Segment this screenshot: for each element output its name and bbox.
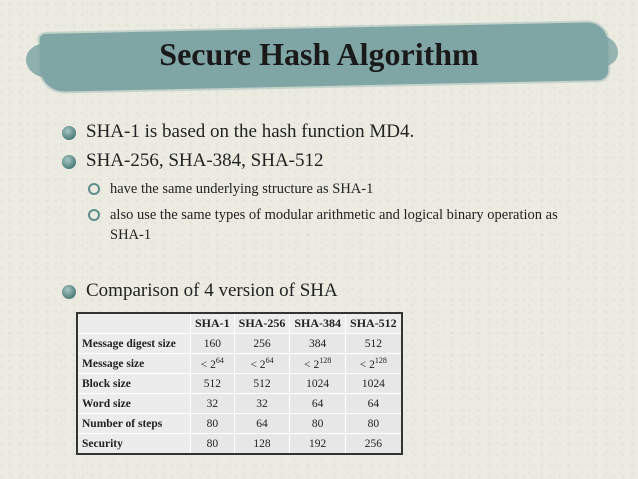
sub-bullet-text: have the same underlying structure as SHA-1 (110, 181, 374, 197)
row-label: Message digest size (78, 334, 191, 354)
bullet-text: SHA-1 is based on the hash function MD4. (86, 121, 415, 142)
row-label: Security (78, 434, 191, 454)
table-header-cell: SHA-512 (346, 314, 402, 334)
table-cell: 384 (290, 334, 346, 354)
table-cell: 64 (234, 414, 290, 434)
slide-title: Secure Hash Algorithm (159, 36, 479, 72)
bullet-item (86, 150, 324, 172)
bullet-item (86, 121, 414, 143)
table-cell: 192 (290, 434, 346, 454)
table-cell: < $2^{64}$ (191, 354, 235, 374)
table-cell: 160 (191, 334, 235, 354)
sub-bullet-item (110, 205, 580, 245)
row-label: Message size (78, 354, 191, 374)
table-row (78, 394, 402, 414)
sub-bullet-item (110, 179, 580, 199)
table-cell: 256 (234, 334, 290, 354)
bullet-item (86, 280, 338, 302)
row-label: Block size (78, 374, 191, 394)
table-cell: 512 (234, 374, 290, 394)
table-row (78, 374, 402, 394)
table-cell: 80 (346, 414, 402, 434)
bullet-dot-icon (62, 126, 76, 140)
table-cell: 80 (191, 434, 235, 454)
table-row (78, 354, 402, 374)
ring-bullet-icon (88, 183, 100, 195)
table-cell: 32 (191, 394, 235, 414)
bullet-text: Comparison of 4 version of SHA (86, 280, 338, 301)
table-header-cell: SHA-256 (234, 314, 290, 334)
sha-comparison-table (77, 313, 402, 454)
table-row (78, 334, 402, 354)
table-header-cell: SHA-1 (191, 314, 235, 334)
table-cell: 32 (234, 394, 290, 414)
bullet-text: SHA-256, SHA-384, SHA-512 (86, 150, 324, 171)
bullet-dot-icon (62, 155, 76, 169)
table-cell: < $2^{128}$ (290, 354, 346, 374)
table-cell: 1024 (290, 374, 346, 394)
table-header-cell: SHA-384 (290, 314, 346, 334)
table-cell: < $2^{128}$ (346, 354, 402, 374)
table-header-row (78, 314, 402, 334)
row-label: Word size (78, 394, 191, 414)
table-row (78, 414, 402, 434)
table-cell: < $2^{64}$ (234, 354, 290, 374)
ring-bullet-icon (88, 209, 100, 221)
table-header-cell (78, 314, 191, 334)
table-row (78, 434, 402, 454)
row-label: Number of steps (78, 414, 191, 434)
table-cell: 256 (346, 434, 402, 454)
table-cell: 128 (234, 434, 290, 454)
table-cell: 80 (191, 414, 235, 434)
table-cell: 64 (290, 394, 346, 414)
table-cell: 1024 (346, 374, 402, 394)
bullet-dot-icon (62, 285, 76, 299)
sub-bullet-text: also use the same types of modular arithmetic and logical binary operation as SHA-1 (110, 207, 558, 243)
table-cell: 512 (346, 334, 402, 354)
table-cell: 512 (191, 374, 235, 394)
table-cell: 80 (290, 414, 346, 434)
table-cell: 64 (346, 394, 402, 414)
